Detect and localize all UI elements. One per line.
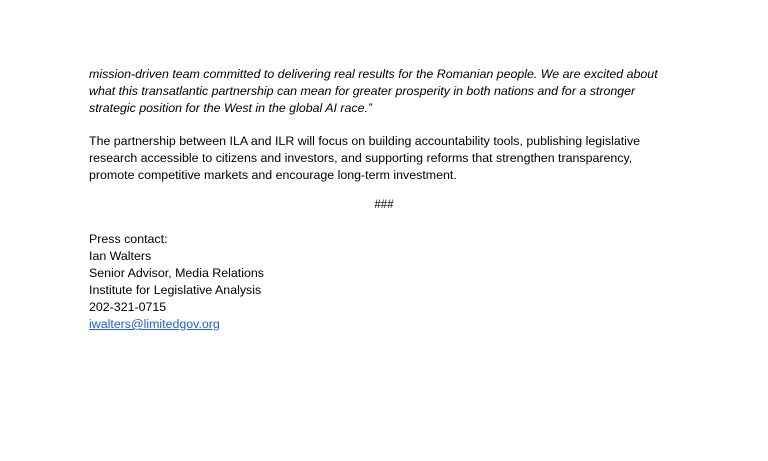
contact-name: Ian Walters	[89, 249, 152, 263]
quote-line: strategic position for the West in the global AI race.”	[89, 101, 373, 115]
press-contact-block	[89, 231, 689, 333]
paragraph-line: promote competitive markets and encourage long-term investment.	[89, 168, 457, 182]
quote-line: mission-driven team committed to delivering real results for the Romanian people. We are excited about	[89, 67, 658, 81]
contact-email-link[interactable]: iwalters@limitedgov.org	[89, 317, 220, 331]
press-contact-label: Press contact:	[89, 232, 168, 246]
contact-phone: 202-321-0715	[89, 300, 167, 314]
partnership-paragraph	[89, 133, 689, 184]
contact-title: Senior Advisor, Media Relations	[89, 266, 264, 280]
document-content	[89, 66, 689, 333]
end-marker: ###	[374, 199, 394, 211]
paragraph-line: research accessible to citizens and investors, and supporting reforms that strengthen transparency,	[89, 151, 633, 165]
contact-organization: Institute for Legislative Analysis	[89, 283, 262, 297]
quote-line: what this transatlantic partnership can mean for greater prosperity in both nations and for a stronger	[89, 84, 636, 98]
quote-paragraph	[89, 66, 689, 117]
paragraph-line: The partnership between ILA and ILR will focus on building accountability tools, publishing legislative	[89, 134, 641, 148]
